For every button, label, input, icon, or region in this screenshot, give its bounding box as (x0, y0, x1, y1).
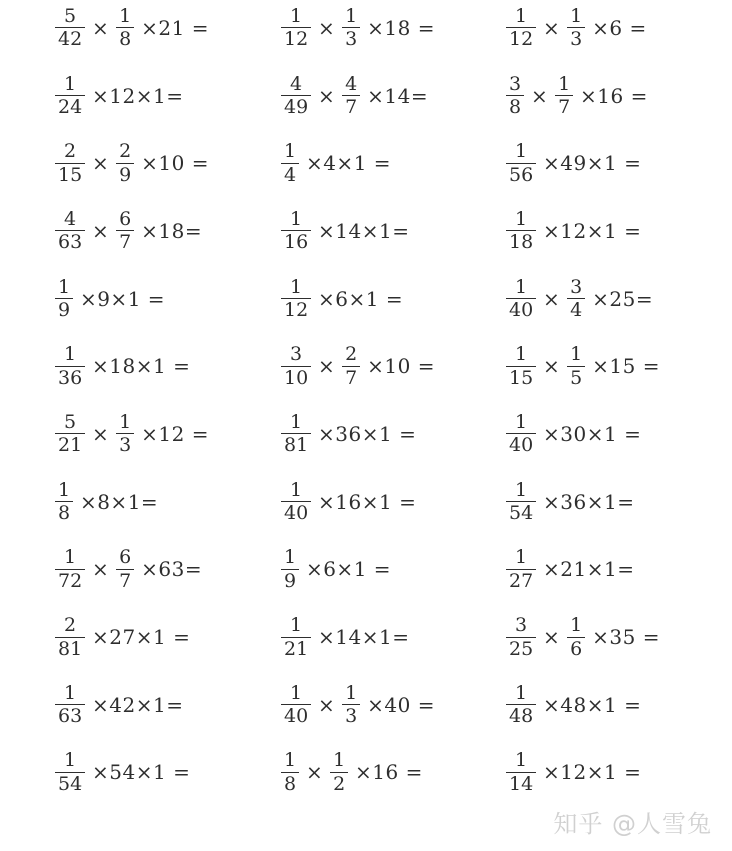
operator-text: ×14= (360, 83, 429, 108)
problem-10-3 (506, 603, 732, 671)
fraction (506, 6, 536, 50)
fraction-denominator: 8 (281, 772, 299, 795)
problem-11-3 (506, 671, 732, 739)
operator-text: ×14×1= (311, 218, 410, 243)
fraction-numerator: 1 (345, 4, 358, 27)
fraction-denominator: 25 (506, 637, 536, 660)
fraction (281, 750, 299, 794)
operator-text: ×10 = (360, 354, 435, 379)
operator-text: ×48×1 = (536, 692, 642, 717)
fraction (281, 277, 311, 321)
problem-2-1 (55, 62, 281, 130)
fraction-numerator: 1 (58, 275, 71, 298)
fraction-denominator: 5 (567, 366, 585, 389)
fraction-denominator: 9 (116, 163, 134, 186)
problem-5-3 (506, 265, 732, 333)
fraction-numerator: 3 (570, 275, 583, 298)
fraction-denominator: 21 (281, 637, 311, 660)
fraction-numerator: 1 (515, 410, 528, 433)
problem-10-2 (281, 603, 506, 671)
fraction (116, 141, 134, 185)
problem-9-3 (506, 536, 732, 604)
fraction-numerator: 1 (284, 546, 297, 569)
operator-text: × (536, 15, 568, 40)
fraction-denominator: 54 (506, 501, 536, 524)
fraction-denominator: 49 (281, 95, 311, 118)
fraction-numerator: 1 (515, 478, 528, 501)
fraction-denominator: 7 (342, 95, 360, 118)
problem-1-2 (281, 0, 506, 62)
fraction-denominator: 56 (506, 163, 536, 186)
fraction (342, 6, 360, 50)
fraction (567, 344, 585, 388)
operator-text: × (85, 421, 117, 446)
fraction-denominator: 7 (342, 366, 360, 389)
operator-text: × (311, 83, 343, 108)
operator-text: × (85, 218, 117, 243)
fraction-denominator: 81 (281, 433, 311, 456)
problems-grid (55, 0, 732, 806)
fraction-denominator: 7 (116, 230, 134, 253)
fraction-denominator: 3 (342, 27, 360, 50)
operator-text: ×16×1 = (311, 489, 417, 514)
fraction-numerator: 1 (515, 275, 528, 298)
fraction-denominator: 12 (281, 27, 311, 50)
operator-text: ×6×1 = (311, 286, 404, 311)
operator-text: ×36×1= (536, 489, 635, 514)
problem-12-1 (55, 739, 281, 807)
operator-text: ×40 = (360, 692, 435, 717)
fraction-denominator: 10 (281, 366, 311, 389)
problem-5-2 (281, 265, 506, 333)
fraction-numerator: 5 (64, 410, 77, 433)
fraction (281, 6, 311, 50)
problem-11-2 (281, 671, 506, 739)
fraction (342, 683, 360, 727)
fraction-numerator: 1 (515, 749, 528, 772)
fraction-numerator: 2 (345, 343, 358, 366)
fraction (506, 683, 536, 727)
fraction (281, 615, 311, 659)
fraction-denominator: 7 (555, 95, 573, 118)
operator-text: × (85, 151, 117, 176)
fraction-numerator: 1 (515, 343, 528, 366)
operator-text: ×18 = (360, 15, 435, 40)
fraction-numerator: 1 (284, 140, 297, 163)
fraction-denominator: 48 (506, 704, 536, 727)
problem-1-3 (506, 0, 732, 62)
fraction (506, 141, 536, 185)
fraction-denominator: 3 (567, 27, 585, 50)
fraction-denominator: 15 (506, 366, 536, 389)
fraction-numerator: 1 (290, 410, 303, 433)
problem-3-2 (281, 129, 506, 197)
fraction-denominator: 3 (116, 433, 134, 456)
fraction (116, 209, 134, 253)
problem-7-1 (55, 400, 281, 468)
problem-5-1 (55, 265, 281, 333)
problem-8-1 (55, 468, 281, 536)
fraction-numerator: 1 (64, 546, 77, 569)
fraction-numerator: 6 (119, 546, 132, 569)
fraction (342, 74, 360, 118)
fraction (55, 6, 85, 50)
fraction-numerator: 4 (345, 72, 358, 95)
fraction (506, 547, 536, 591)
fraction-denominator: 9 (281, 569, 299, 592)
fraction-denominator: 7 (116, 569, 134, 592)
problem-6-1 (55, 332, 281, 400)
problem-3-3 (506, 129, 732, 197)
fraction (55, 615, 85, 659)
fraction (281, 74, 311, 118)
fraction-numerator: 1 (333, 749, 346, 772)
fraction (281, 683, 311, 727)
operator-text: ×16 = (348, 760, 423, 785)
fraction-numerator: 2 (64, 140, 77, 163)
fraction (342, 344, 360, 388)
operator-text: × (524, 83, 556, 108)
operator-text: ×12×1 = (536, 760, 642, 785)
operator-text: ×10 = (134, 151, 209, 176)
fraction-numerator: 1 (570, 614, 583, 637)
fraction (55, 750, 85, 794)
fraction-denominator: 21 (55, 433, 85, 456)
fraction-numerator: 1 (290, 614, 303, 637)
fraction (116, 412, 134, 456)
fraction-denominator: 27 (506, 569, 536, 592)
operator-text: ×18×1 = (85, 354, 191, 379)
fraction-numerator: 1 (290, 681, 303, 704)
fraction (116, 547, 134, 591)
fraction-denominator: 81 (55, 637, 85, 660)
fraction-numerator: 6 (119, 207, 132, 230)
operator-text: × (311, 15, 343, 40)
problem-4-1 (55, 197, 281, 265)
fraction-denominator: 54 (55, 772, 85, 795)
fraction-numerator: 1 (515, 546, 528, 569)
problem-11-1 (55, 671, 281, 739)
operator-text: ×14×1= (311, 625, 410, 650)
fraction-denominator: 14 (506, 772, 536, 795)
fraction (506, 344, 536, 388)
fraction-denominator: 12 (281, 298, 311, 321)
fraction-numerator: 1 (558, 72, 571, 95)
fraction-denominator: 18 (506, 230, 536, 253)
fraction-numerator: 4 (290, 72, 303, 95)
operator-text: × (536, 625, 568, 650)
problem-8-2 (281, 468, 506, 536)
operator-text: × (311, 692, 343, 717)
problem-2-2 (281, 62, 506, 130)
fraction-numerator: 1 (64, 749, 77, 772)
operator-text: × (299, 760, 331, 785)
problem-8-3 (506, 468, 732, 536)
problem-6-3 (506, 332, 732, 400)
fraction (55, 683, 85, 727)
operator-text: ×16 = (573, 83, 648, 108)
fraction-denominator: 40 (281, 501, 311, 524)
fraction-numerator: 4 (64, 207, 77, 230)
fraction-denominator: 15 (55, 163, 85, 186)
fraction (555, 74, 573, 118)
operator-text: ×8×1= (73, 489, 159, 514)
fraction (281, 141, 299, 185)
fraction-denominator: 2 (330, 772, 348, 795)
fraction-denominator: 16 (281, 230, 311, 253)
operator-text: × (536, 354, 568, 379)
fraction-numerator: 5 (64, 4, 77, 27)
fraction-denominator: 24 (55, 95, 85, 118)
fraction-denominator: 63 (55, 704, 85, 727)
fraction (55, 547, 85, 591)
fraction-numerator: 2 (119, 140, 132, 163)
operator-text: ×54×1 = (85, 760, 191, 785)
watermark-text: 知乎 @人雪兔 (553, 810, 712, 838)
fraction-denominator: 8 (116, 27, 134, 50)
operator-text: ×42×1= (85, 692, 184, 717)
fraction (55, 344, 85, 388)
operator-text: ×9×1 = (73, 286, 166, 311)
operator-text: × (85, 557, 117, 582)
fraction-numerator: 3 (515, 614, 528, 637)
fraction (506, 615, 536, 659)
operator-text: × (536, 286, 568, 311)
fraction (281, 412, 311, 456)
fraction-numerator: 2 (64, 614, 77, 637)
fraction-numerator: 3 (290, 343, 303, 366)
fraction-numerator: 1 (119, 410, 132, 433)
operator-text: ×30×1 = (536, 421, 642, 446)
fraction (506, 74, 524, 118)
watermark (553, 804, 712, 839)
fraction (567, 6, 585, 50)
fraction-numerator: 1 (345, 681, 358, 704)
fraction-numerator: 1 (290, 4, 303, 27)
fraction-denominator: 4 (281, 163, 299, 186)
fraction-numerator: 1 (515, 207, 528, 230)
fraction-numerator: 1 (64, 343, 77, 366)
operator-text: ×49×1 = (536, 151, 642, 176)
fraction-numerator: 1 (64, 72, 77, 95)
problem-7-2 (281, 400, 506, 468)
operator-text: ×12 = (134, 421, 209, 446)
fraction-denominator: 40 (281, 704, 311, 727)
fraction (506, 480, 536, 524)
fraction (506, 277, 536, 321)
operator-text: × (311, 354, 343, 379)
problem-12-2 (281, 739, 506, 807)
fraction-denominator: 8 (55, 501, 73, 524)
fraction-denominator: 40 (506, 298, 536, 321)
problem-12-3 (506, 739, 732, 807)
problem-10-1 (55, 603, 281, 671)
fraction-denominator: 3 (342, 704, 360, 727)
fraction-numerator: 1 (64, 681, 77, 704)
operator-text: ×36×1 = (311, 421, 417, 446)
fraction (281, 344, 311, 388)
operator-text: ×21×1= (536, 557, 635, 582)
problem-1-1 (55, 0, 281, 62)
fraction-numerator: 1 (119, 4, 132, 27)
fraction-numerator: 1 (284, 749, 297, 772)
fraction-denominator: 4 (567, 298, 585, 321)
fraction (55, 412, 85, 456)
fraction (567, 277, 585, 321)
fraction-numerator: 1 (290, 275, 303, 298)
problem-3-1 (55, 129, 281, 197)
fraction (281, 209, 311, 253)
operator-text: ×25= (585, 286, 654, 311)
problem-4-2 (281, 197, 506, 265)
fraction-denominator: 72 (55, 569, 85, 592)
fraction-numerator: 3 (509, 72, 522, 95)
operator-text: ×6 = (585, 15, 647, 40)
fraction (55, 74, 85, 118)
problem-6-2 (281, 332, 506, 400)
fraction (506, 412, 536, 456)
operator-text: ×12×1= (85, 83, 184, 108)
fraction-denominator: 36 (55, 366, 85, 389)
fraction-numerator: 1 (58, 478, 71, 501)
operator-text: ×6×1 = (299, 557, 392, 582)
operator-text: ×63= (134, 557, 203, 582)
operator-text: ×21 = (134, 15, 209, 40)
operator-text: ×12×1 = (536, 218, 642, 243)
fraction-denominator: 40 (506, 433, 536, 456)
fraction (55, 209, 85, 253)
fraction (55, 141, 85, 185)
fraction (55, 277, 73, 321)
fraction (281, 480, 311, 524)
problem-9-2 (281, 536, 506, 604)
fraction-numerator: 1 (290, 207, 303, 230)
fraction (281, 547, 299, 591)
fraction-denominator: 42 (55, 27, 85, 50)
operator-text: × (85, 15, 117, 40)
problem-9-1 (55, 536, 281, 604)
operator-text: ×15 = (585, 354, 660, 379)
fraction-denominator: 6 (567, 637, 585, 660)
fraction-numerator: 1 (515, 4, 528, 27)
fraction-numerator: 1 (515, 681, 528, 704)
problem-2-3 (506, 62, 732, 130)
problem-7-3 (506, 400, 732, 468)
fraction-numerator: 1 (290, 478, 303, 501)
fraction (506, 209, 536, 253)
operator-text: ×27×1 = (85, 625, 191, 650)
operator-text: ×18= (134, 218, 203, 243)
fraction-denominator: 8 (506, 95, 524, 118)
fraction (116, 6, 134, 50)
fraction (567, 615, 585, 659)
operator-text: ×4×1 = (299, 151, 392, 176)
fraction-denominator: 9 (55, 298, 73, 321)
fraction (506, 750, 536, 794)
fraction-denominator: 63 (55, 230, 85, 253)
fraction-numerator: 1 (515, 140, 528, 163)
problem-4-3 (506, 197, 732, 265)
fraction (330, 750, 348, 794)
fraction-denominator: 12 (506, 27, 536, 50)
fraction-numerator: 1 (570, 343, 583, 366)
fraction-numerator: 1 (570, 4, 583, 27)
fraction (55, 480, 73, 524)
operator-text: ×35 = (585, 625, 660, 650)
